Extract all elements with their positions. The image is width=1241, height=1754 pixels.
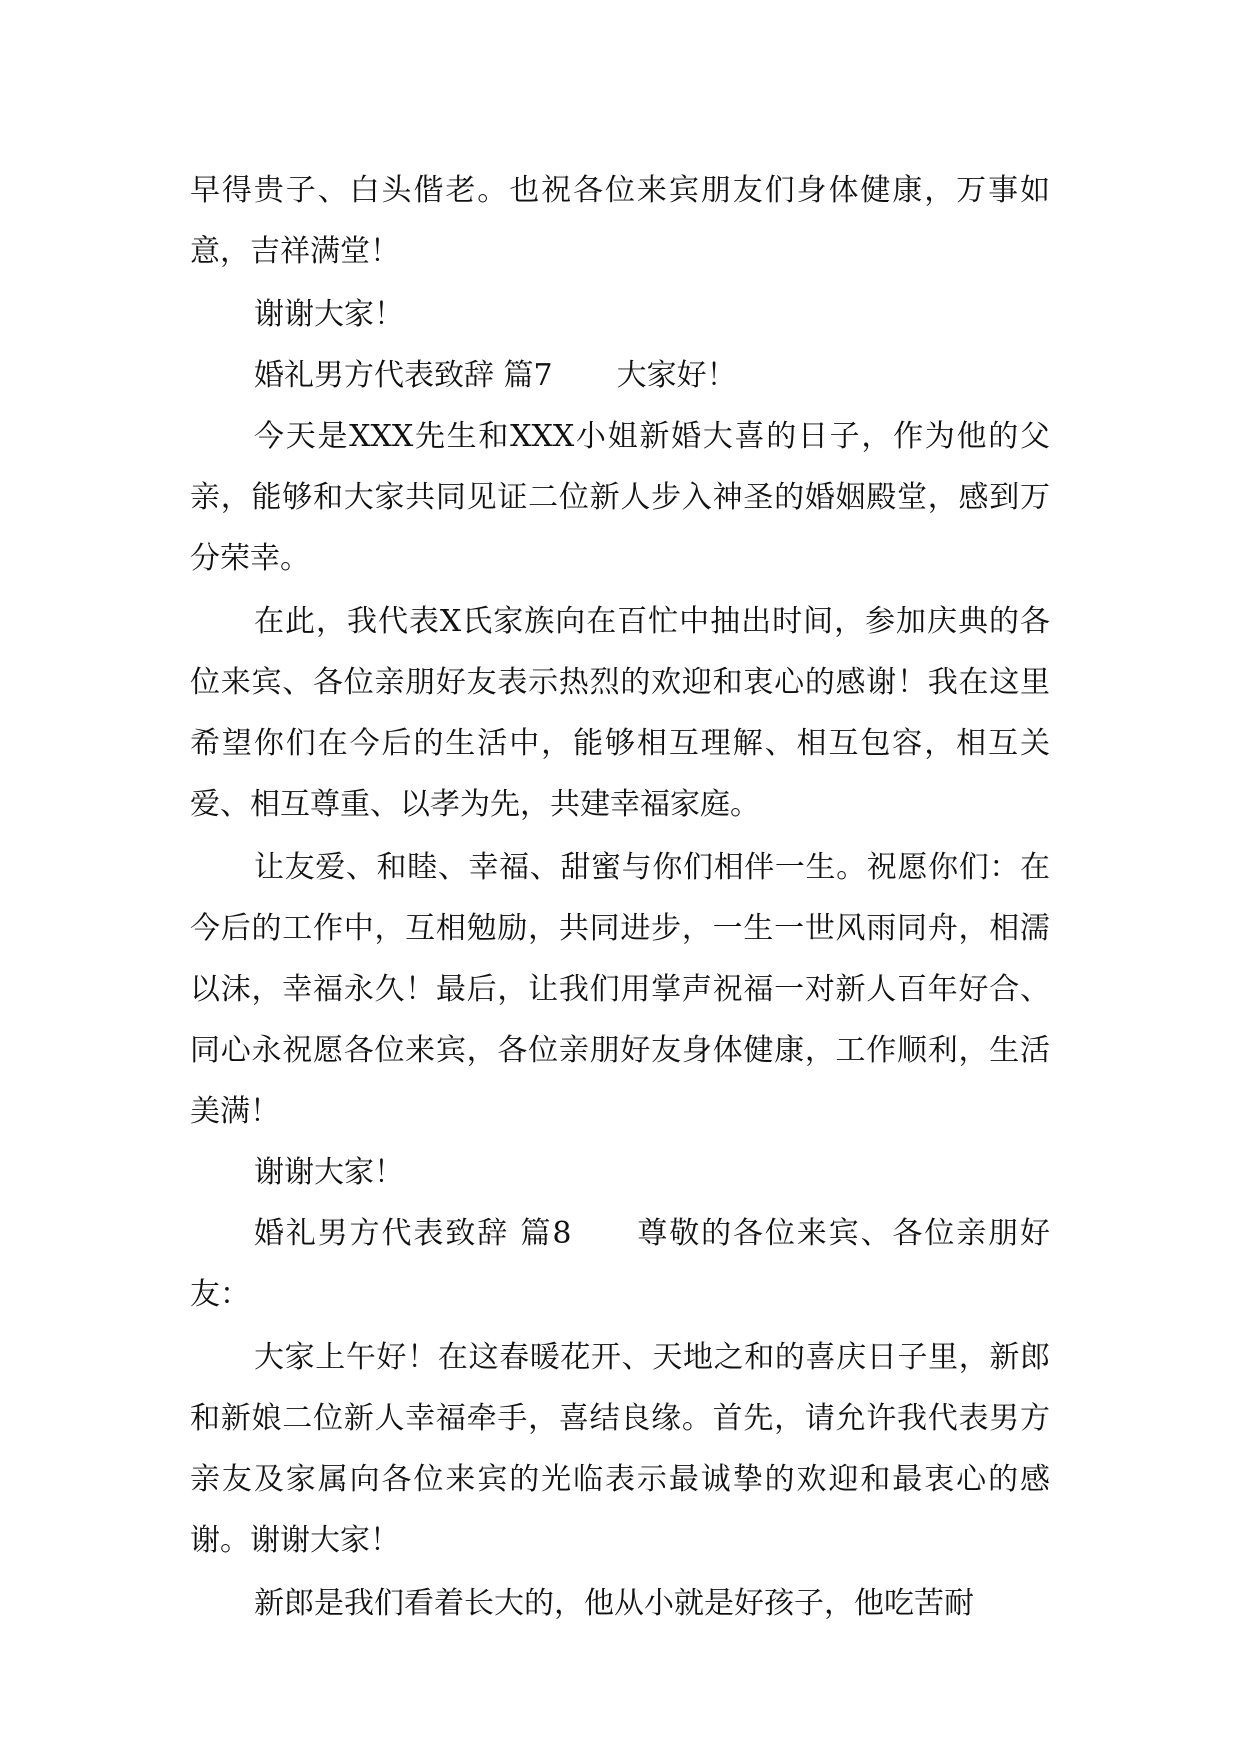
section-heading-7 [190, 345, 1050, 406]
paragraph-thanks-2: 谢谢大家！ [254, 1155, 404, 1190]
paragraph-introduction: 今天是XXX先生和XXX小姐新婚大喜的日子，作为他的父亲，能够和大家共同见证二位新人步入神圣的婚姻殿堂，感到万分荣幸。 [190, 419, 1050, 576]
section-greeting-8: 尊敬的各位来宾、各位亲朋好友： [190, 1216, 1051, 1312]
paragraph-welcome: 在此，我代表X氏家族向在百忙中抽出时间，参加庆典的各位来宾、各位亲朋好友表示热烈的欢迎和衷心的感谢！我在这里希望你们在今后的生活中，能够相互理解、相互包容，相互关爱、相互尊重、以孝为先，共建幸福家庭。 [190, 604, 1050, 822]
paragraph-thanks: 谢谢大家！ [254, 297, 404, 332]
paragraph-blessing: 让友爱、和睦、幸福、甜蜜与你们相伴一生。祝愿你们：在今后的工作中，互相勉励，共同进步，一生一世风雨同舟，相濡以沫，幸福永久！最后，让我们用掌声祝福一对新人百年好合、同心永祝愿各位来宾，各位亲朋好友身体健康，工作顺利，生活美满！ [190, 850, 1050, 1129]
paragraph-groom-intro: 新郎是我们看着长大的，他从小就是好孩子，他吃苦耐 [254, 1586, 974, 1621]
paragraph-closing-wishes: 早得贵子、白头偕老。也祝各位来宾朋友们身体健康，万事如意，吉祥满堂！ [190, 173, 1050, 269]
section-heading-8 [190, 1203, 1050, 1325]
section-title-8: 婚礼男方代表致辞 篇8 [254, 1216, 572, 1251]
paragraph-morning-greeting: 大家上午好！在这春暖花开、天地之和的喜庆日子里，新郎和新娘二位新人幸福牵手，喜结良缘。首先，请允许我代表男方亲友及家属向各位来宾的光临表示最诚挚的欢迎和最衷心的感谢。谢谢大家！ [190, 1340, 1050, 1558]
section-title-7: 婚礼男方代表致辞 篇7 [254, 358, 553, 393]
document-body [190, 160, 1050, 1634]
section-greeting-7: 大家好！ [616, 358, 737, 393]
